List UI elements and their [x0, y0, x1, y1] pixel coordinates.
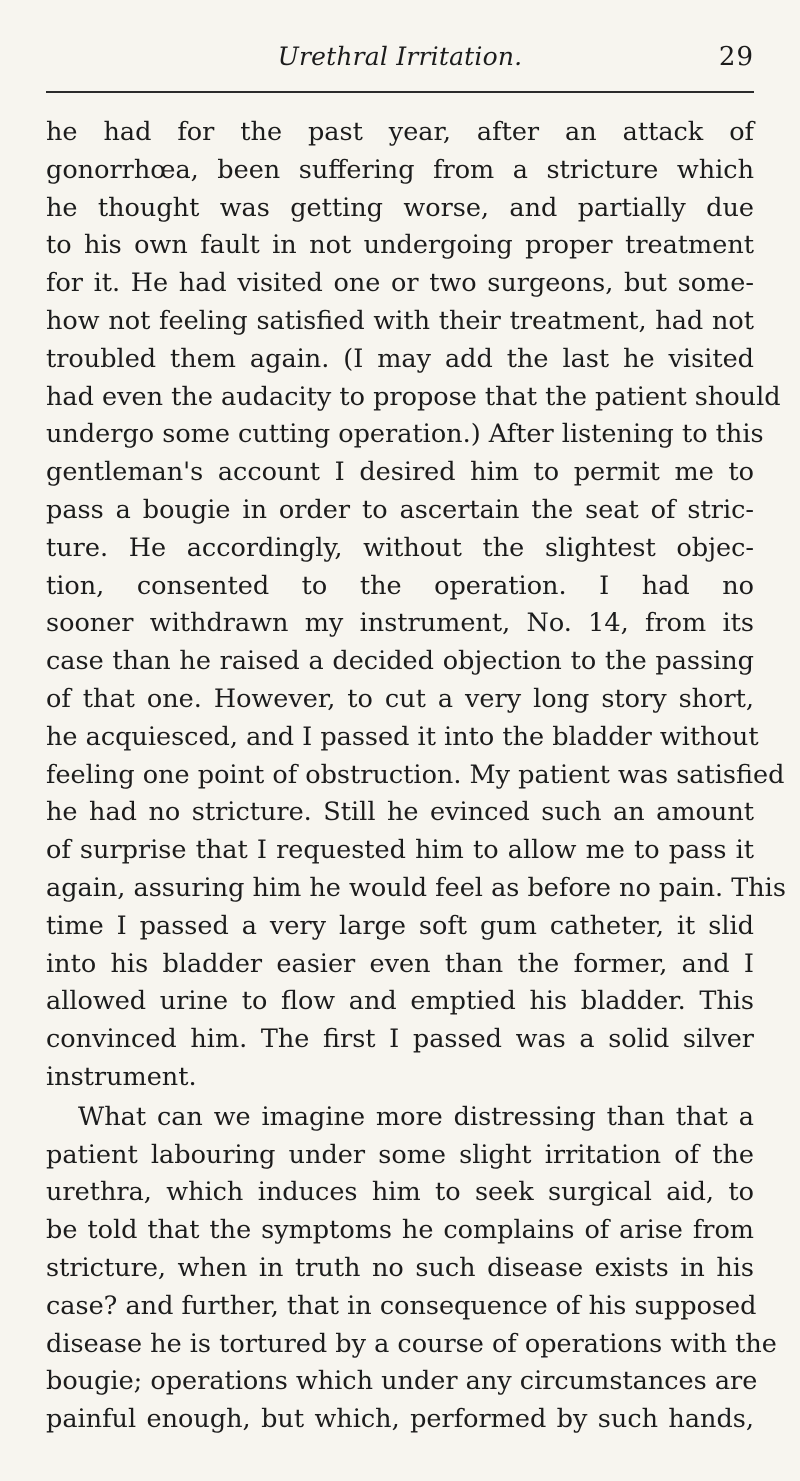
text-line: he thought was getting worse, and partially due — [46, 192, 754, 223]
header-rule — [46, 91, 754, 93]
text-line: case than he raised a decided objection to the passing — [46, 646, 754, 677]
text-line: how not feeling satisfied with their treatment, had not — [46, 305, 754, 336]
text-line: disease he is tortured by a course of operations with the — [46, 1328, 777, 1359]
text-line: urethra, which induces him to seek surgical aid, to — [46, 1177, 754, 1208]
text-line: sooner withdrawn my instrument, No. 14, from its — [46, 608, 754, 639]
text-line: gonorrhœa, been suffering from a stricture which — [46, 154, 754, 185]
text-line: gentleman's account I desired him to permit me to — [46, 457, 754, 488]
text-line: stricture, when in truth no such disease exists in his — [46, 1252, 754, 1283]
running-head — [46, 34, 754, 86]
text-line: convinced him. The first I passed was a solid silver — [46, 1024, 754, 1055]
text-line: time I passed a very large soft gum catheter, it slid — [46, 910, 754, 941]
text-line: allowed urine to flow and emptied his bladder. This — [46, 986, 754, 1017]
text-line: he had for the past year, after an attack of — [46, 117, 754, 147]
text-line: he had no stricture. Still he evinced such an amount — [46, 797, 754, 828]
text-line: to his own fault in not undergoing proper treatment — [46, 230, 754, 261]
body-text — [46, 114, 786, 1439]
text-line: be told that the symptoms he complains of arise from — [46, 1215, 754, 1246]
paragraph — [46, 1099, 777, 1439]
text-line: What can we imagine more distressing than that a — [78, 1101, 754, 1132]
text-line: had even the audacity to propose that the patient should — [46, 381, 781, 412]
text-line: case? and further, that in consequence of his supposed — [46, 1290, 757, 1321]
text-line: patient labouring under some slight irritation of the — [46, 1139, 754, 1170]
text-line: pass a bougie in order to ascertain the seat of stric- — [46, 494, 754, 525]
text-line: tion, consented to the operation. I had no — [46, 570, 754, 601]
text-line: bougie; operations which under any circumstances are — [46, 1366, 758, 1397]
text-line: undergo some cutting operation.) After listening to this — [46, 419, 764, 450]
text-line: instrument. — [46, 1061, 197, 1092]
text-line: painful enough, but which, performed by such hands, — [46, 1404, 754, 1435]
text-line: he acquiesced, and I passed it into the bladder without — [46, 721, 759, 752]
page-number: 29 — [718, 42, 754, 72]
paragraph — [46, 114, 786, 1097]
text-line: ture. He accordingly, without the slightest objec- — [46, 532, 754, 563]
text-line: into his bladder easier even than the former, and I — [46, 948, 754, 979]
text-line: again, assuring him he would feel as before no pain. This — [46, 872, 786, 903]
text-line: for it. He had visited one or two surgeons, but some- — [46, 268, 754, 299]
running-title: Urethral Irritation. — [277, 42, 523, 71]
text-line: of surprise that I requested him to allow me to pass it — [46, 835, 754, 866]
text-line: troubled them again. (I may add the last he visited — [46, 343, 754, 374]
text-line: feeling one point of obstruction. My patient was satisfied — [46, 759, 785, 790]
text-line: of that one. However, to cut a very long story short, — [46, 683, 754, 714]
